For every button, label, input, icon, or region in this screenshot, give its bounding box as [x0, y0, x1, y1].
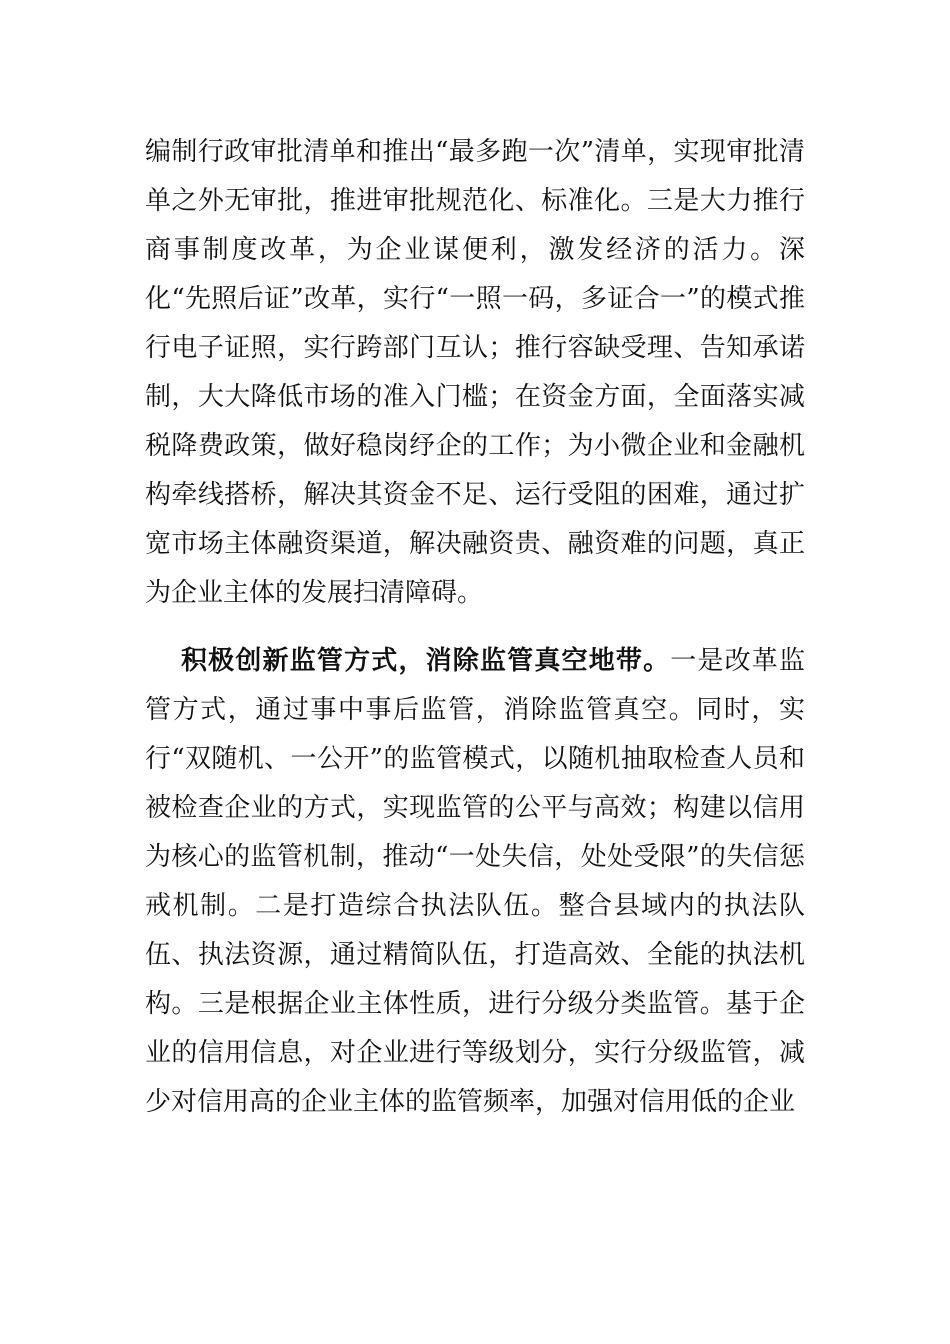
paragraph-1-text: 编制行政审批清单和推出“最多跑一次”清单，实现审批清单之外无审批，推进审批规范化、标准化。三是大力推行商事制度改革，为企业谋便利，激发经济的活力。深化“先照后证”改革，实行“一照一码，多证合一”的模式推行电子证照，实行跨部门互认；推行容缺受理、告知承诺制，大大降低市场的准入门槛；在资金方面，全面落实减税降费政策，做好稳岗纾企的工作；为小微企业和金融机构牵线搭桥，解决其资金不足、运行受阻的困难，通过扩宽市场主体融资渠道，解决融资贵、融资难的问题，真正为企业主体的发展扫清障碍。: [145, 137, 805, 608]
paragraph-2: [145, 637, 805, 1127]
paragraph-2-lead: 积极创新监管方式，消除监管真空地带。: [181, 646, 671, 676]
paragraph-2-text: 一是改革监管方式，通过事中事后监管，消除监管真空。同时，实行“双随机、一公开”的监管模式，以随机抽取检查人员和被检查企业的方式，实现监管的公平与高效；构建以信用为核心的监管机制，推动“一处失信，处处受限”的失信惩戒机制。二是打造综合执法队伍。整合县域内的执法队伍、执法资源，通过精简队伍，打造高效、全能的执法机构。三是根据企业主体性质，进行分级分类监管。基于企业的信用信息，对企业进行等级划分，实行分级监管，减少对信用高的企业主体的监管频率，加强对信用低的企业: [145, 646, 805, 1117]
paragraph-1: [145, 128, 805, 618]
